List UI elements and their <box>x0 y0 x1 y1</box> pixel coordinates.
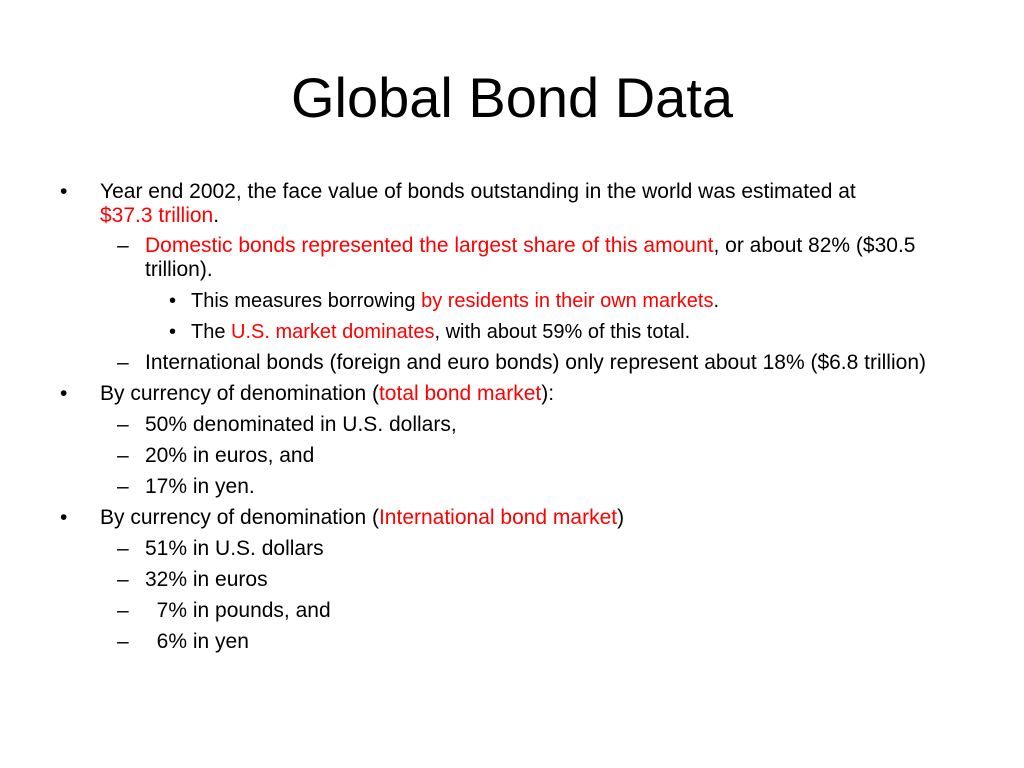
sub-item-international-bonds <box>0 351 955 375</box>
highlight-text: total bond market <box>378 382 542 405</box>
bullet-text: Year end 2002, the face value of bonds outstanding in the world was estimated at <box>100 180 856 203</box>
sub-item-yen <box>0 475 955 499</box>
dash-marker: – <box>117 599 129 622</box>
highlight-text: by residents in their own markets <box>421 290 714 312</box>
bullet-marker: • <box>60 180 68 203</box>
sub-item-text: 7% in pounds, and <box>145 599 331 622</box>
sub-item-usd-intl <box>0 537 955 561</box>
dash-marker: – <box>117 234 129 257</box>
sub-sub-item-text: , with about 59% of this total. <box>434 321 691 343</box>
sub-sub-item-residents <box>0 289 951 313</box>
sub-item-pounds-intl <box>0 599 955 623</box>
bullet-text: ): <box>541 382 555 405</box>
bullet-marker: • <box>169 290 177 312</box>
sub-item-text: International bonds (foreign and euro bonds) only represent about 18% ($6.8 trillion) <box>145 351 926 374</box>
sub-item-text: 50% denominated in U.S. dollars, <box>145 413 457 436</box>
sub-item-text: , or about 82% ($30.5 trillion). <box>145 234 916 281</box>
sub-item-domestic-bonds <box>0 234 955 282</box>
bullet-item-international-market <box>0 506 890 530</box>
dash-marker: – <box>117 444 129 467</box>
dash-marker: – <box>117 413 129 436</box>
sub-sub-item-text: . <box>713 290 719 312</box>
highlight-text: International bond market <box>378 506 618 529</box>
sub-sub-item-us-market <box>0 320 951 344</box>
bullet-item-total-market <box>0 382 890 406</box>
bullet-text: By currency of denomination ( <box>100 506 379 529</box>
sub-item-text: 20% in euros, and <box>145 444 315 467</box>
bullet-item-world-bonds <box>0 180 890 228</box>
sub-item-text: 32% in euros <box>145 568 268 591</box>
highlight-text: $37.3 trillion <box>100 204 214 227</box>
sub-item-yen-intl <box>0 630 955 654</box>
dash-marker: – <box>117 351 129 374</box>
sub-item-text: 6% in yen <box>145 630 249 653</box>
bullet-marker: • <box>169 321 177 343</box>
slide-title: Global Bond Data <box>290 66 734 129</box>
sub-sub-item-text: This measures borrowing <box>191 290 422 312</box>
bullet-marker: • <box>60 382 68 405</box>
dash-marker: – <box>117 475 129 498</box>
sub-sub-item-text: The <box>191 321 232 343</box>
bullet-marker: • <box>60 506 68 529</box>
highlight-text: U.S. market dominates <box>231 321 435 343</box>
bullet-text: ) <box>617 506 625 529</box>
highlight-text: Domestic bonds represented the largest share of this amount <box>145 234 714 257</box>
sub-item-text: 17% in yen. <box>145 475 255 498</box>
sub-item-euros-intl <box>0 568 955 592</box>
dash-marker: – <box>117 630 129 653</box>
sub-item-text: 51% in U.S. dollars <box>145 537 324 560</box>
bullet-text: By currency of denomination ( <box>100 382 379 405</box>
dash-marker: – <box>117 537 129 560</box>
sub-item-usd <box>0 413 955 437</box>
bullet-list <box>0 180 1024 654</box>
sub-item-euros <box>0 444 955 468</box>
bullet-text: . <box>213 204 220 227</box>
dash-marker: – <box>117 568 129 591</box>
